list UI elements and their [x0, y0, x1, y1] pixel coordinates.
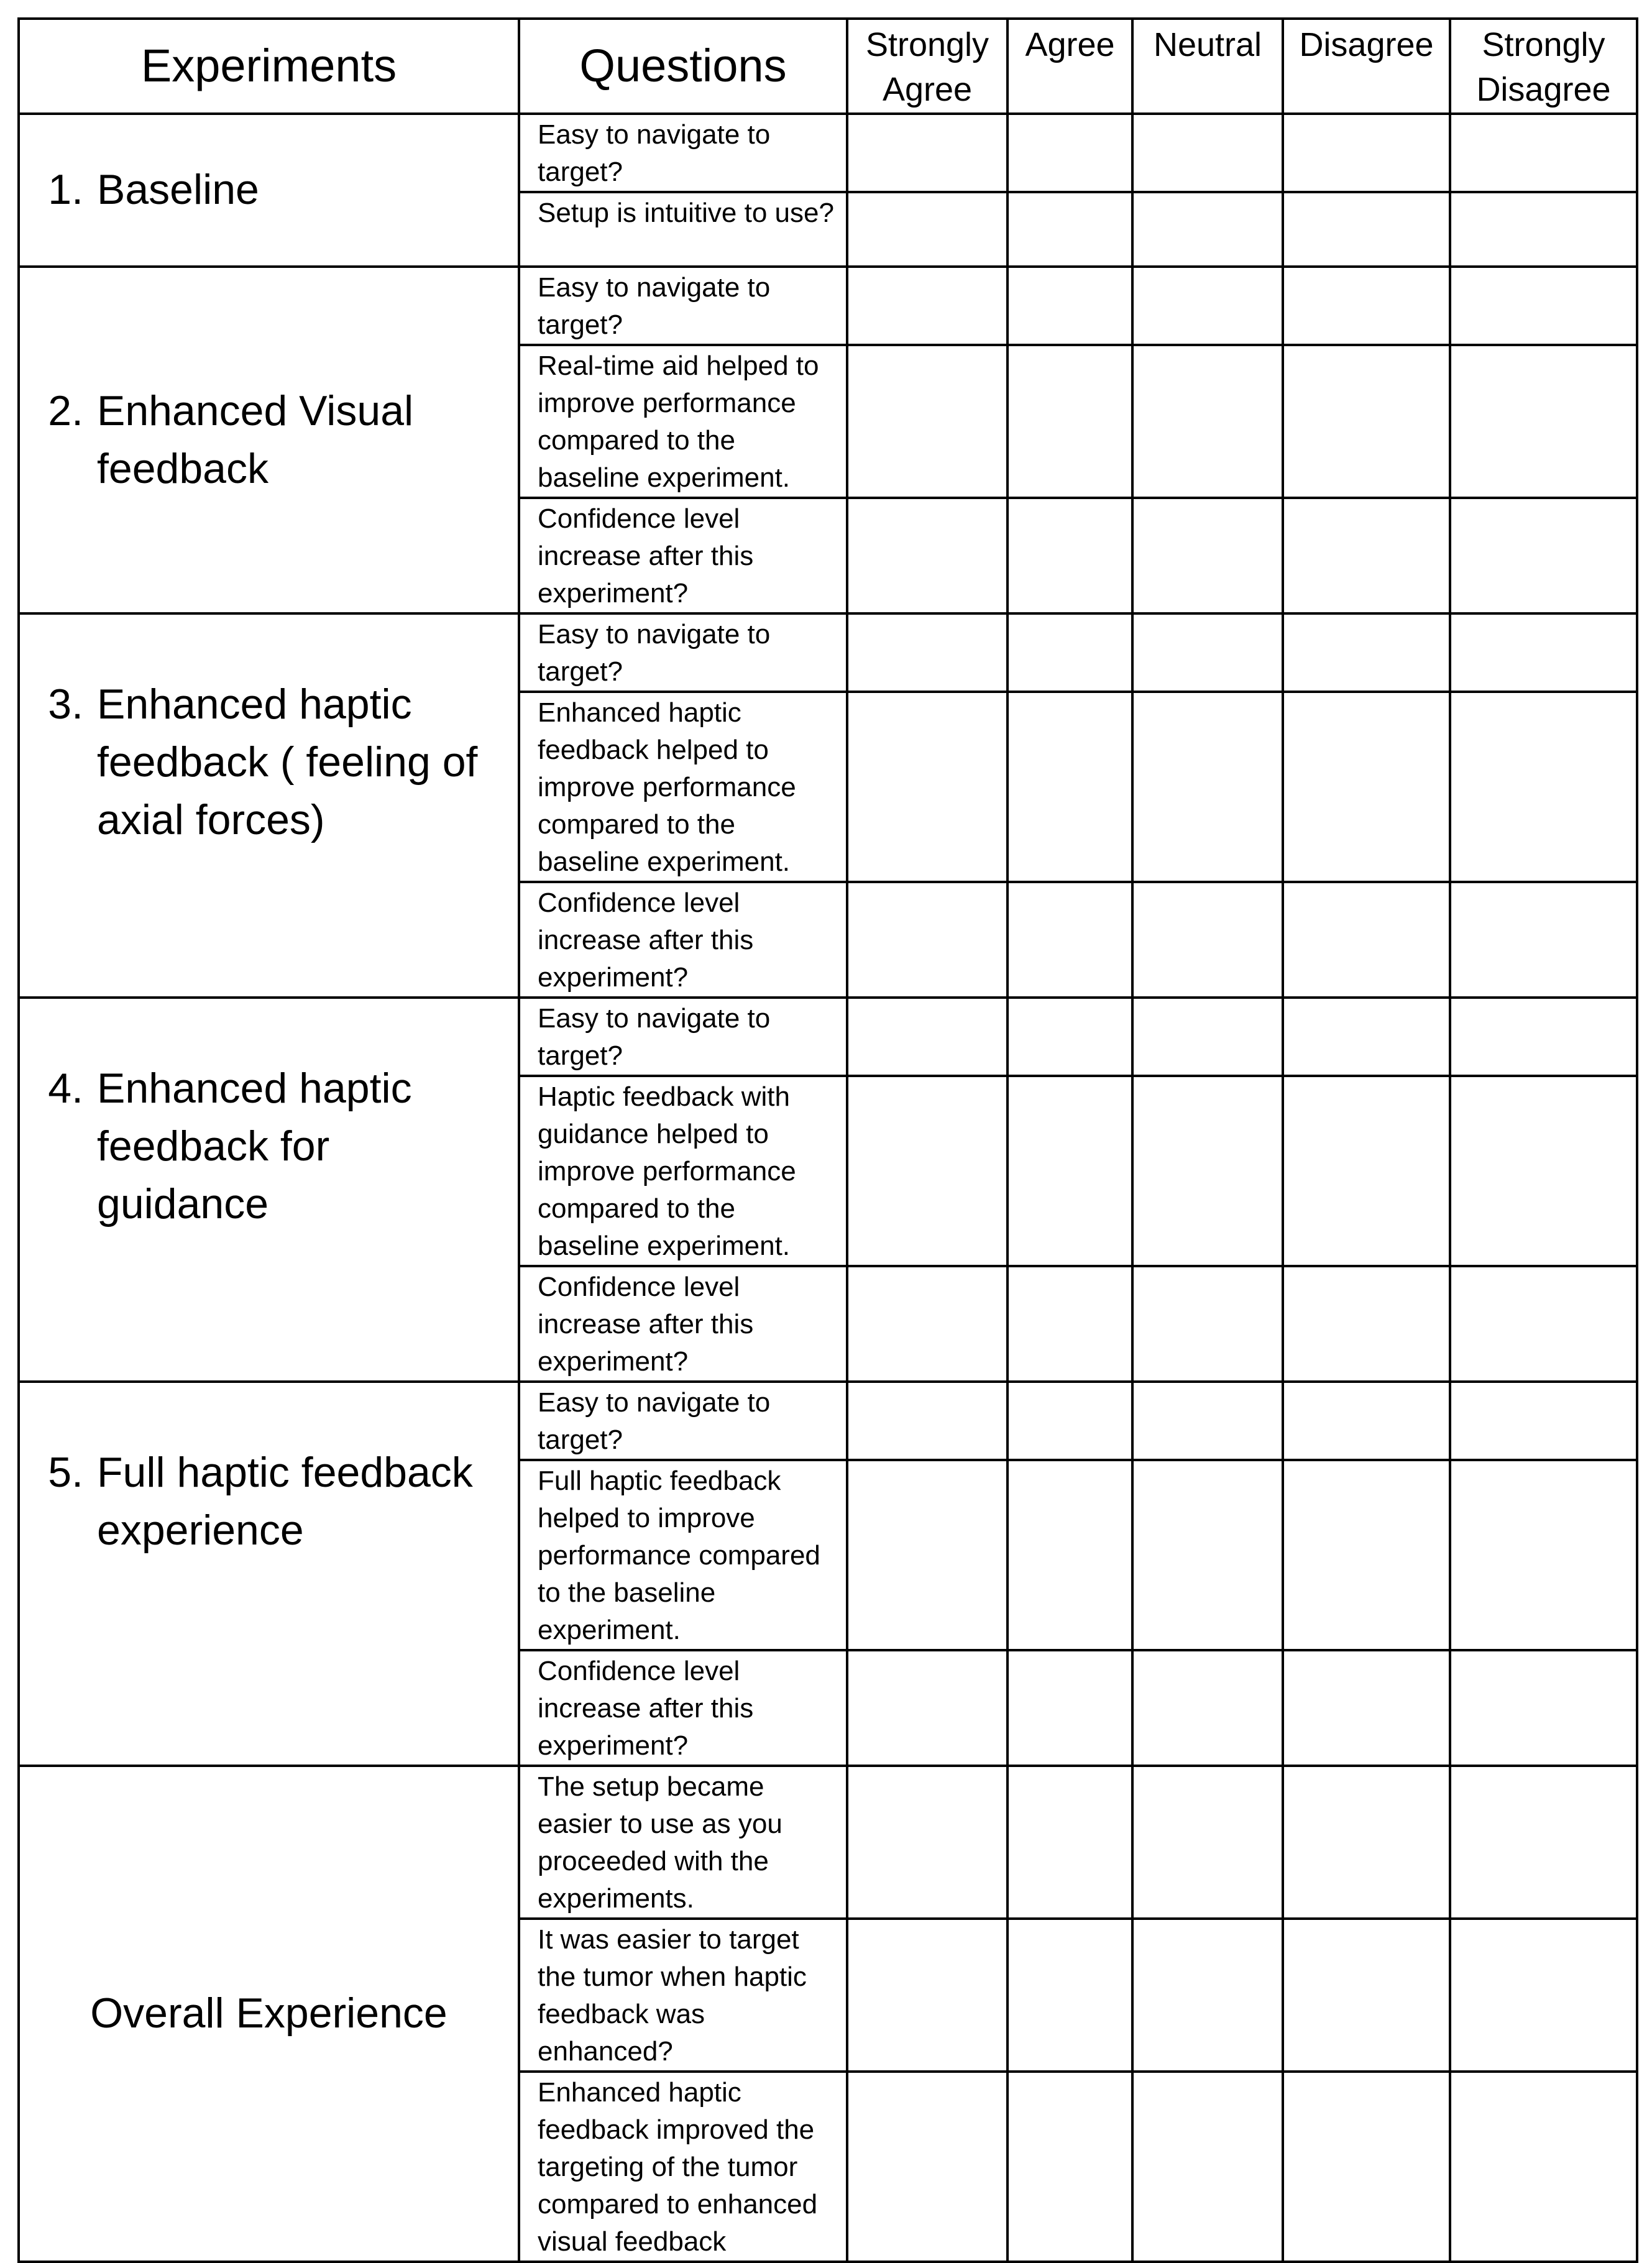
experiment-number: 3.	[48, 680, 83, 728]
disagree-header	[1283, 19, 1450, 114]
rating-agree[interactable]	[1007, 998, 1132, 1076]
rating-disagree[interactable]	[1283, 1382, 1450, 1460]
rating-strongly-agree[interactable]	[847, 1382, 1007, 1460]
rating-strongly-disagree[interactable]	[1450, 998, 1637, 1076]
question-cell: Real-time aid helped to improve performance compared to the baseline experiment.	[519, 345, 847, 498]
agree-header	[1007, 19, 1132, 114]
experiment-3-cell	[19, 613, 519, 998]
experiments-header: Experiments	[19, 19, 519, 114]
rating-neutral[interactable]	[1132, 1919, 1283, 2072]
table-row	[19, 1766, 1637, 1919]
rating-agree[interactable]	[1007, 192, 1132, 267]
rating-strongly-disagree[interactable]	[1450, 1076, 1637, 1266]
rating-agree[interactable]	[1007, 114, 1132, 192]
header-label-line1: Strongly	[865, 26, 989, 63]
question-cell: Full haptic feedback helped to improve performance compared to the baseline experiment.	[519, 1460, 847, 1650]
experiment-1-cell	[19, 114, 519, 267]
question-cell: Confidence level increase after this experiment?	[519, 882, 847, 998]
rating-strongly-disagree[interactable]	[1450, 498, 1637, 613]
header-row	[19, 19, 1637, 114]
rating-neutral[interactable]	[1132, 345, 1283, 498]
rating-strongly-agree[interactable]	[847, 345, 1007, 498]
rating-disagree[interactable]	[1283, 613, 1450, 692]
rating-strongly-disagree[interactable]	[1450, 1650, 1637, 1766]
rating-strongly-agree[interactable]	[847, 1650, 1007, 1766]
header-label-line1: Neutral	[1153, 26, 1262, 63]
questions-header: Questions	[519, 19, 847, 114]
rating-strongly-agree[interactable]	[847, 1266, 1007, 1382]
experiment-4-cell	[19, 998, 519, 1382]
rating-disagree[interactable]	[1283, 114, 1450, 192]
rating-strongly-agree[interactable]	[847, 882, 1007, 998]
question-cell: Enhanced haptic feedback improved the targeting of the tumor compared to enhanced visual feedback	[519, 2072, 847, 2262]
rating-disagree[interactable]	[1283, 1266, 1450, 1382]
rating-neutral[interactable]	[1132, 1766, 1283, 1919]
question-cell: The setup became easier to use as you proceeded with the experiments.	[519, 1766, 847, 1919]
table-row	[19, 613, 1637, 692]
rating-strongly-agree[interactable]	[847, 498, 1007, 613]
experiment-title: Full haptic feedback experience	[97, 1448, 473, 1554]
overall-experience-cell	[19, 1766, 519, 2262]
rating-strongly-disagree[interactable]	[1450, 1766, 1637, 1919]
rating-strongly-agree[interactable]	[847, 192, 1007, 267]
question-cell: Confidence level increase after this experiment?	[519, 498, 847, 613]
rating-neutral[interactable]	[1132, 613, 1283, 692]
experiment-number: 1.	[48, 166, 83, 214]
rating-agree[interactable]	[1007, 1460, 1132, 1650]
rating-strongly-disagree[interactable]	[1450, 2072, 1637, 2262]
question-cell: It was easier to target the tumor when haptic feedback was enhanced?	[519, 1919, 847, 2072]
rating-disagree[interactable]	[1283, 1766, 1450, 1919]
rating-disagree[interactable]	[1283, 345, 1450, 498]
rating-strongly-agree[interactable]	[847, 1076, 1007, 1266]
table-row	[19, 267, 1637, 345]
experiment-title: Enhanced Visual feedback	[97, 387, 414, 492]
question-cell: Confidence level increase after this experiment?	[519, 1266, 847, 1382]
rating-disagree[interactable]	[1283, 267, 1450, 345]
rating-neutral[interactable]	[1132, 2072, 1283, 2262]
question-cell: Easy to navigate to target?	[519, 613, 847, 692]
experiment-number: 5.	[48, 1448, 83, 1496]
rating-strongly-disagree[interactable]	[1450, 345, 1637, 498]
rating-agree[interactable]	[1007, 1382, 1132, 1460]
rating-neutral[interactable]	[1132, 498, 1283, 613]
rating-strongly-disagree[interactable]	[1450, 192, 1637, 267]
table-row	[19, 1382, 1637, 1460]
rating-strongly-agree[interactable]	[847, 1766, 1007, 1919]
strongly-agree-header	[847, 19, 1007, 114]
rating-neutral[interactable]	[1132, 192, 1283, 267]
rating-neutral[interactable]	[1132, 1076, 1283, 1266]
rating-neutral[interactable]	[1132, 1650, 1283, 1766]
rating-strongly-disagree[interactable]	[1450, 1919, 1637, 2072]
rating-disagree[interactable]	[1283, 498, 1450, 613]
rating-strongly-agree[interactable]	[847, 267, 1007, 345]
experiment-title: Enhanced haptic feedback ( feeling of axial forces)	[97, 680, 478, 843]
rating-strongly-agree[interactable]	[847, 2072, 1007, 2262]
survey-table	[17, 17, 1638, 2263]
rating-agree[interactable]	[1007, 1266, 1132, 1382]
experiment-2-cell	[19, 267, 519, 613]
rating-strongly-agree[interactable]	[847, 1460, 1007, 1650]
table-row	[19, 114, 1637, 192]
rating-strongly-disagree[interactable]	[1450, 613, 1637, 692]
header-label-line1: Agree	[1025, 26, 1115, 63]
rating-disagree[interactable]	[1283, 2072, 1450, 2262]
experiment-title: Baseline	[97, 166, 259, 214]
rating-strongly-disagree[interactable]	[1450, 1382, 1637, 1460]
rating-disagree[interactable]	[1283, 882, 1450, 998]
table-row	[19, 998, 1637, 1076]
question-cell: Easy to navigate to target?	[519, 114, 847, 192]
question-cell: Easy to navigate to target?	[519, 998, 847, 1076]
rating-neutral[interactable]	[1132, 692, 1283, 882]
header-label-line1: Disagree	[1299, 26, 1434, 63]
rating-agree[interactable]	[1007, 613, 1132, 692]
rating-agree[interactable]	[1007, 1766, 1132, 1919]
rating-disagree[interactable]	[1283, 692, 1450, 882]
rating-neutral[interactable]	[1132, 1382, 1283, 1460]
experiment-5-cell	[19, 1382, 519, 1766]
rating-disagree[interactable]	[1283, 192, 1450, 267]
neutral-header	[1132, 19, 1283, 114]
rating-strongly-agree[interactable]	[847, 613, 1007, 692]
rating-disagree[interactable]	[1283, 1460, 1450, 1650]
rating-strongly-disagree[interactable]	[1450, 882, 1637, 998]
header-label-line1: Strongly	[1482, 26, 1605, 63]
question-cell: Easy to navigate to target?	[519, 267, 847, 345]
rating-strongly-disagree[interactable]	[1450, 114, 1637, 192]
question-cell: Easy to navigate to target?	[519, 1382, 847, 1460]
rating-neutral[interactable]	[1132, 882, 1283, 998]
rating-neutral[interactable]	[1132, 1460, 1283, 1650]
rating-agree[interactable]	[1007, 267, 1132, 345]
header-label-line2: Agree	[882, 71, 973, 109]
rating-agree[interactable]	[1007, 882, 1132, 998]
experiment-title: Overall Experience	[90, 1990, 447, 2037]
rating-disagree[interactable]	[1283, 998, 1450, 1076]
experiment-number: 2.	[48, 387, 83, 434]
rating-strongly-agree[interactable]	[847, 114, 1007, 192]
rating-disagree[interactable]	[1283, 1650, 1450, 1766]
rating-neutral[interactable]	[1132, 267, 1283, 345]
rating-strongly-agree[interactable]	[847, 692, 1007, 882]
rating-strongly-disagree[interactable]	[1450, 1266, 1637, 1382]
experiment-title: Enhanced haptic feedback for guidance	[97, 1064, 412, 1228]
rating-agree[interactable]	[1007, 692, 1132, 882]
rating-agree[interactable]	[1007, 498, 1132, 613]
rating-neutral[interactable]	[1132, 1266, 1283, 1382]
header-label-line2: Disagree	[1476, 71, 1611, 109]
rating-disagree[interactable]	[1283, 1919, 1450, 2072]
question-cell: Haptic feedback with guidance helped to improve performance compared to the baseline experiment.	[519, 1076, 847, 1266]
question-cell: Setup is intuitive to use?	[519, 192, 847, 267]
rating-strongly-disagree[interactable]	[1450, 267, 1637, 345]
rating-agree[interactable]	[1007, 1650, 1132, 1766]
strongly-disagree-header	[1450, 19, 1637, 114]
rating-strongly-disagree[interactable]	[1450, 692, 1637, 882]
rating-agree[interactable]	[1007, 1919, 1132, 2072]
question-cell: Enhanced haptic feedback helped to improve performance compared to the baseline experiment.	[519, 692, 847, 882]
experiment-number: 4.	[48, 1064, 83, 1112]
rating-strongly-agree[interactable]	[847, 1919, 1007, 2072]
rating-strongly-disagree[interactable]	[1450, 1460, 1637, 1650]
rating-agree[interactable]	[1007, 2072, 1132, 2262]
rating-neutral[interactable]	[1132, 114, 1283, 192]
rating-neutral[interactable]	[1132, 998, 1283, 1076]
question-cell: Confidence level increase after this experiment?	[519, 1650, 847, 1766]
rating-strongly-agree[interactable]	[847, 998, 1007, 1076]
rating-disagree[interactable]	[1283, 1076, 1450, 1266]
rating-agree[interactable]	[1007, 1076, 1132, 1266]
rating-agree[interactable]	[1007, 345, 1132, 498]
